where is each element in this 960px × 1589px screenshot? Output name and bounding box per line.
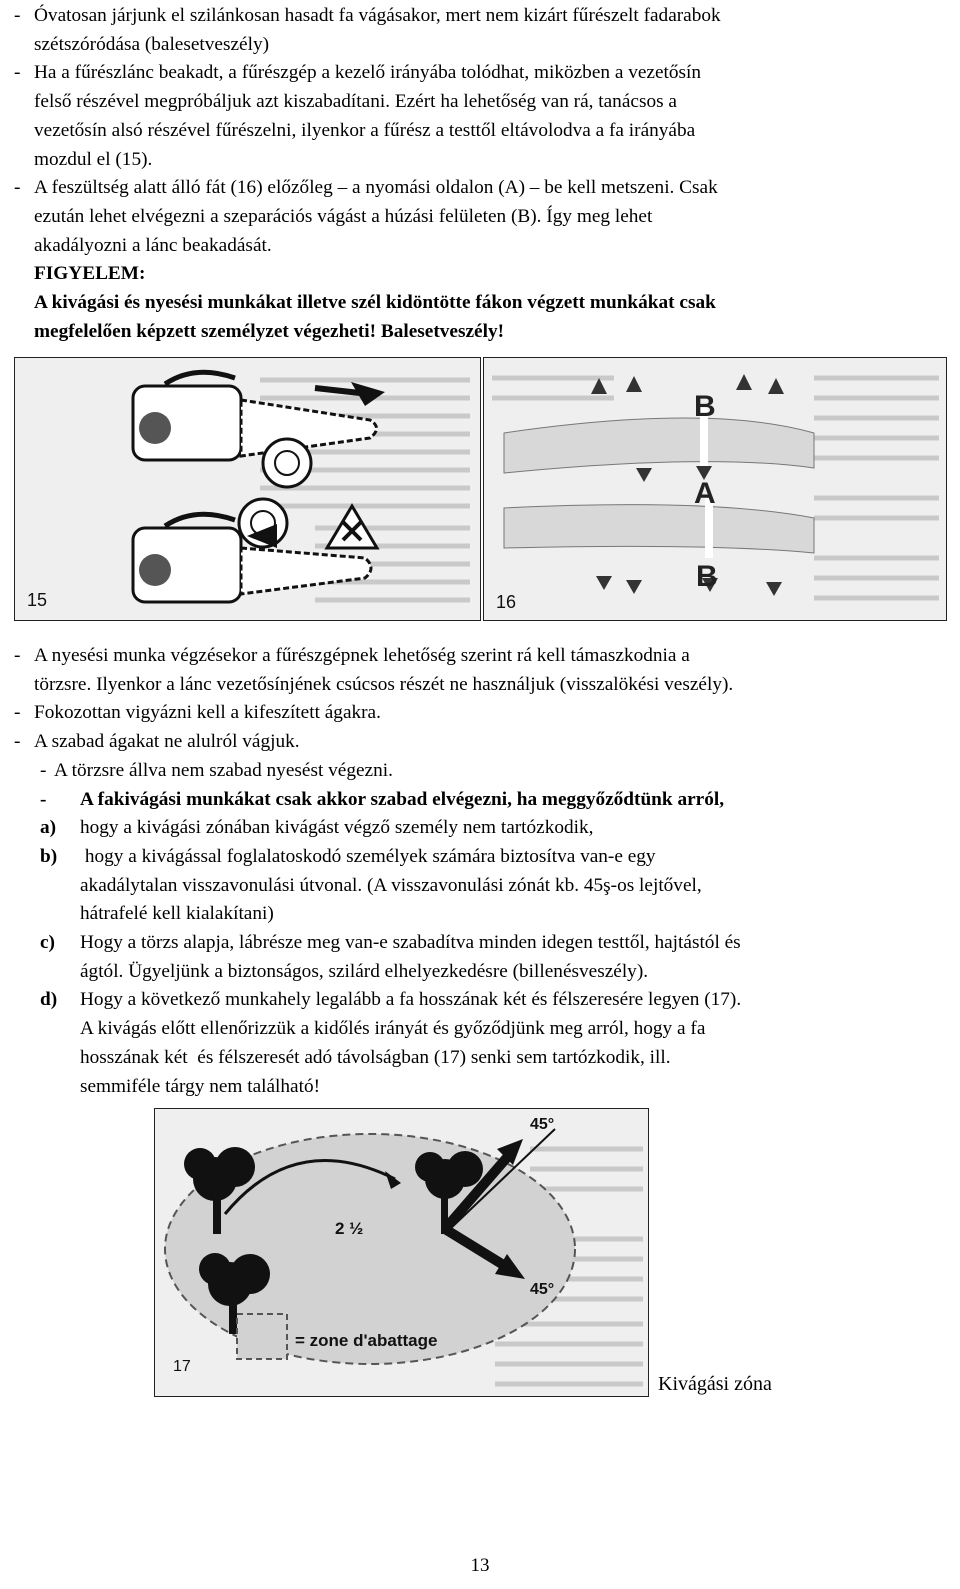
- figure-15-chainsaw: [14, 357, 481, 621]
- figure-15-number: 15: [27, 590, 48, 610]
- figure-16-illustration: [484, 358, 946, 620]
- warning-block: FIGYELEM: A kivágási és nyesési munkákat illetve szél kidöntötte fákon végzett munkákat csak megfelelően képzett személyzet végezheti! Balesetveszély!: [14, 260, 944, 346]
- figure-17-felling-zone: [154, 1108, 649, 1397]
- figure-15-illustration: [15, 358, 480, 620]
- mid-text-block: [14, 642, 949, 1101]
- top-text-block: [14, 2, 944, 346]
- lettered-item-d: d) Hogy a következő munkahely legalább a fa hosszának két és félszeresére legyen (17). A kivágás előtt ellenőrizzük a kidőlés irányát és győződjünk meg arról, hogy a fa hosszának két és félszeresét adó távolságban (17) senki sem tartózkodik, ill. semmiféle tárgy nem található!: [40, 989, 742, 1097]
- figure-16-label-b-bottom: B: [696, 560, 718, 593]
- figure-17-angle-top: 45°: [530, 1116, 555, 1133]
- lettered-item-a: a) hogy a kivágási zónában kivágást végző személy nem tartózkodik,: [40, 817, 594, 839]
- figure-17-number: 17: [173, 1358, 191, 1375]
- list-item: - A törzsre állva nem szabad nyesést végezni.: [40, 759, 393, 781]
- list-item: - Fokozottan vigyázni kell a kifeszített ágakra.: [14, 702, 381, 724]
- figure-16-number: 16: [496, 592, 517, 612]
- warning-heading: FIGYELEM:: [34, 263, 146, 285]
- list-item: - A szabad ágakat ne alulról vágjuk.: [14, 731, 300, 753]
- list-item: - Ha a fűrészlánc beakadt, a fűrészgép a kezelő irányába tolódhat, miközben a vezetősín felső részével megpróbáljuk azt kiszabadítani. Ezért ha lehetőség van rá, tanácsos a vezetősín alsó részével fűrészelni, ilyenkor a fűrész a testtől eltávolodva a fa irányába mozdul el (15).: [14, 62, 702, 170]
- page-number: 13: [470, 1555, 490, 1576]
- chainsaw-bottom-icon: [133, 499, 371, 602]
- figure-17-illustration: [155, 1109, 648, 1396]
- list-item: - A feszültség alatt álló fát (16) előzőleg – a nyomási oldalon (A) – be kell metszeni. Csak ezután lehet elvégezni a szeparációs vágást a húzási felületen (B). Így meg lehet akadályozni a lánc beakadását.: [14, 177, 718, 256]
- figure-16-label-b-top: B: [694, 390, 716, 423]
- figure-17-angle-bottom: 45°: [530, 1281, 555, 1298]
- figure-17-legend-text: = zone d'abattage: [295, 1331, 438, 1350]
- list-item: - Óvatosan járjunk el szilánkosan hasadt fa vágásakor, mert nem kizárt fűrészelt fadarabok szétszóródása (balesetveszély): [14, 5, 721, 55]
- lettered-item-b: b) hogy a kivágással foglalatoskodó személyek számára biztosítva van-e egy akadálytalan visszavonulási útvonal. (A visszavonulási zónát kb. 45ş-os lejtővel, hátrafelé kell kialakítani): [40, 845, 702, 925]
- list-item: - A nyesési munka végzésekor a fűrészgépnek lehetőség szerint rá kell támaszkodnia a törzsre. Ilyenkor a lánc vezetősínjének csúcsos részét ne használjuk (visszalökési veszély).: [14, 645, 734, 695]
- figure-17-caption: Kivágási zóna: [658, 1373, 772, 1395]
- list-item: - A fakivágási munkákat csak akkor szabad elvégezni, ha meggyőződtünk arról,: [40, 788, 725, 810]
- figure-16-tension-cut: [483, 357, 947, 621]
- zone-legend-swatch: [237, 1314, 287, 1359]
- figure-16-label-a: A: [694, 477, 716, 510]
- lettered-item-c: c) Hogy a törzs alapja, lábrésze meg van-e szabadítva minden idegen testtől, hajtástól és ágtól. Ügyeljünk a biztonságos, szilárd elhelyezkedésre (billenésveszély).: [40, 932, 741, 982]
- figure-17-distance-label: 2 ½: [335, 1219, 364, 1238]
